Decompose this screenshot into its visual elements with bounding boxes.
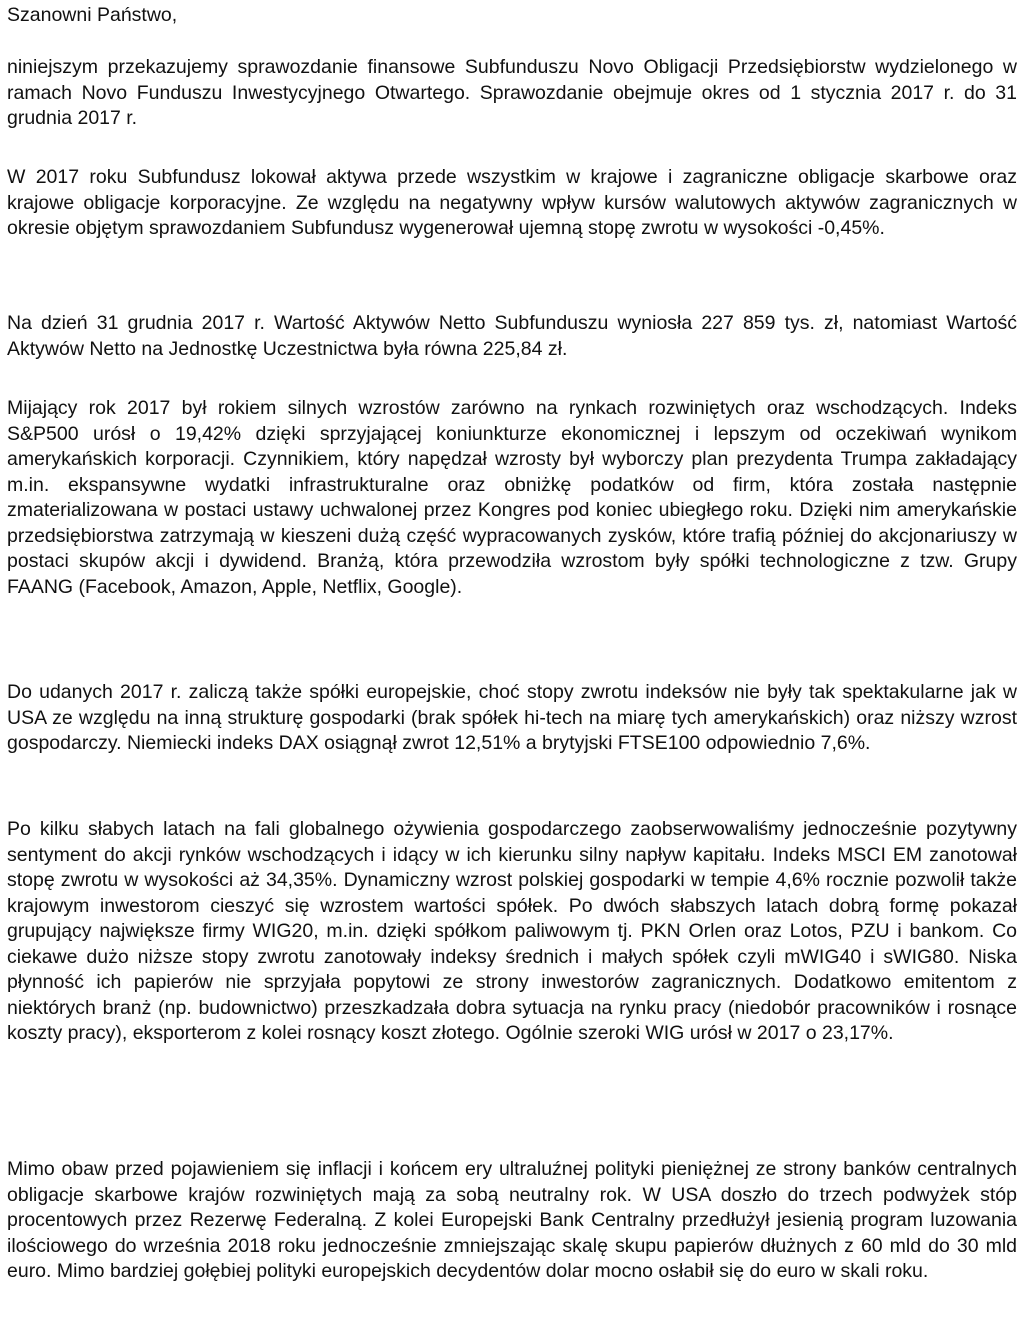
- paragraph-us-markets: Mijający rok 2017 był rokiem silnych wzrostów zarówno na rynkach rozwiniętych oraz wschodzących. Indeks S&P500 urósł o 19,42% dzięki sprzyjającej koniunkturze ekonomicznej i lepszym od oczekiwań wynikom amerykańskich korporacji. Czynnikiem, który napędzał wzrosty był wyborczy plan prezydenta Trumpa zakładający m.in. ekspansywne wydatki infrastrukturalne oraz obniżkę podatków od firm, która została następnie zmaterializowana w postaci ustawy uchwalonej przez Kongres pod koniec ubiegłego roku. Dzięki nim amerykańskie przedsiębiorstwa zatrzymają w kieszeni dużą część wypracowanych zysków, które trafią później do akcjonariuszy w postaci skupów akcji i dywidend. Branżą, która przewodziła wzrostom były spółki technologiczne z tzw. Grupy FAANG (Facebook, Amazon, Apple, Netflix, Google).: [7, 397, 1017, 598]
- paragraph-bond-markets: Mimo obaw przed pojawieniem się inflacji i końcem ery ultraluźnej polityki pieniężnej ze strony banków centralnych obligacje skarbowe krajów rozwiniętych mają za sobą neutralny rok. W USA doszło do trzech podwyżek stóp procentowych przez Rezerwę Federalną. Z kolei Europejski Bank Centralny przedłużył jesienią program luzowania ilościowego do września 2018 roku jednocześnie zmniejszając skalę skupu papierów dłużnych z 60 mld do 30 mld euro. Mimo bardziej gołębiej polityki europejskich decydentów dolar mocno osłabił się do euro w skali roku.: [7, 1158, 1017, 1282]
- paragraph-investment-policy: W 2017 roku Subfundusz lokował aktywa przede wszystkim w krajowe i zagraniczne obligacje skarbowe oraz krajowe obligacje korporacyjne. Ze względu na negatywny wpływ kursów walutowych aktywów zagranicznych w okresie objętym sprawozdaniem Subfundusz wygenerował ujemną stopę zwrotu w wysokości -0,45%.: [7, 166, 1017, 239]
- paragraph-emerging-markets: Po kilku słabych latach na fali globalnego ożywienia gospodarczego zaobserwowaliśmy jednocześnie pozytywny sentyment do akcji rynków wschodzących i idący w ich kierunku silny napływ kapitału. Indeks MSCI EM zanotował stopę zwrotu w wysokości aż 34,35%. Dynamiczny wzrost polskiej gospodarki w tempie 4,6% rocznie pozwolił także krajowym inwestorom cieszyć się wzrostem wartości spółek. Po dwóch słabszych latach dobrą formę pokazał grupujący największe firmy WIG20, m.in. dzięki spółkom paliwowym tj. PKN Orlen oraz Lotos, PZU i bankom. Co ciekawe dużo niższe stopy zwrotu zanotowały indeksy średnich i małych spółek czyli mWIG40 i sWIG80. Niska płynność ich papierów nie sprzyjała popytowi ze strony inwestorów zagranicznych. Dodatkowo emitentom z niektórych branż (np. budownictwo) przeszkadzała dobra sytuacja na rynku pracy (niedobór pracowników i rosnące koszty pracy), eksporterom z kolei rosnący koszt złotego. Ogólnie szeroki WIG urósł w 2017 o 23,17%.: [7, 818, 1017, 1044]
- letter-greeting: Szanowni Państwo,: [7, 4, 178, 26]
- paragraph-net-assets: Na dzień 31 grudnia 2017 r. Wartość Aktywów Netto Subfunduszu wyniosła 227 859 tys. zł, natomiast Wartość Aktywów Netto na Jednostkę Uczestnictwa była równa 225,84 zł.: [7, 312, 1017, 360]
- paragraph-european-markets: Do udanych 2017 r. zaliczą także spółki europejskie, choć stopy zwrotu indeksów nie były tak spektakularne jak w USA ze względu na inną strukturę gospodarki (brak spółek hi-tech na miarę tych amerykańskich) oraz niższy wzrost gospodarczy. Niemiecki indeks DAX osiągnął zwrot 12,51% a brytyjski FTSE100 odpowiednio 7,6%.: [7, 681, 1017, 754]
- paragraph-intro: niniejszym przekazujemy sprawozdanie finansowe Subfunduszu Novo Obligacji Przedsiębiorstw wydzielonego w ramach Novo Funduszu Inwestycyjnego Otwartego. Sprawozdanie obejmuje okres od 1 stycznia 2017 r. do 31 grudnia 2017 r.: [7, 56, 1017, 129]
